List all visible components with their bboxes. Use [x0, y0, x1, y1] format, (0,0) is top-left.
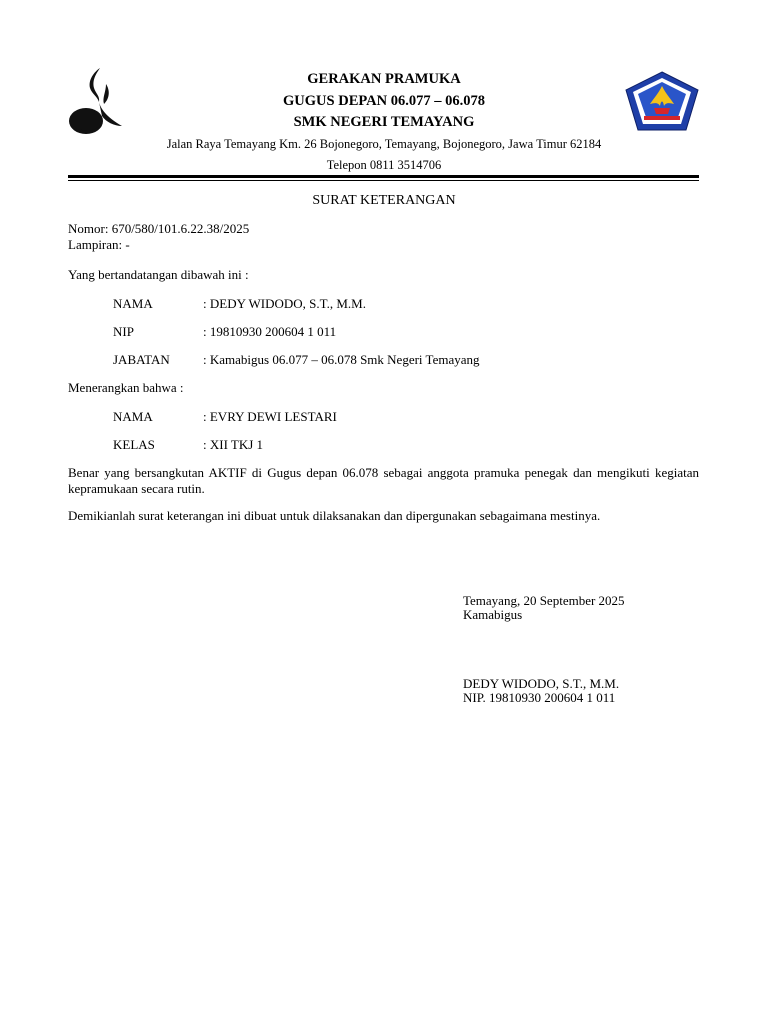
menerangkan-text: Menerangkan bahwa :: [68, 380, 184, 395]
signer-nip-label: NIP: [113, 324, 134, 339]
org-name: GERAKAN PRAMUKA: [307, 71, 461, 87]
student-name-value: : EVRY DEWI LESTARI: [203, 409, 337, 424]
signer-name-label: NAMA: [113, 296, 153, 311]
header-rule-thin: [68, 180, 699, 181]
student-name-label: NAMA: [113, 409, 153, 424]
phone: Telepon 0811 3514706: [326, 158, 442, 172]
student-class-value: : XII TKJ 1: [203, 437, 264, 452]
signature-position: Kamabigus: [463, 607, 523, 622]
intro-text: Yang bertandatangan dibawah ini :: [68, 267, 249, 282]
signature-place-date: Temayang, 20 September 2025: [463, 593, 625, 608]
letter-number: Nomor: 670/580/101.6.22.38/2025: [68, 221, 250, 236]
signer-position-label: JABATAN: [113, 352, 170, 367]
signer-position-value: : Kamabigus 06.077 – 06.078 Smk Negeri Temayang: [203, 352, 480, 367]
address: Jalan Raya Temayang Km. 26 Bojonegoro, Temayang, Bojonegoro, Jawa Timur 62184: [166, 137, 602, 151]
body-paragraph: Benar yang bersangkutan AKTIF di Gugus depan 06.078 sebagai anggota pramuka penegak dan mengikuti kegiatan kepramukaan secara rutin.: [68, 465, 699, 496]
student-class-label: KELAS: [113, 437, 155, 452]
gugus-depan-title: GUGUS DEPAN 06.077 – 06.078: [283, 93, 485, 109]
signer-nip-value: : 19810930 200604 1 011: [203, 324, 337, 339]
signer-name-value: : DEDY WIDODO, S.T., M.M.: [203, 296, 366, 311]
signature-nip: NIP. 19810930 200604 1 011: [463, 690, 616, 705]
header-rule-thick: [68, 175, 699, 178]
signature-name: DEDY WIDODO, S.T., M.M.: [463, 676, 620, 691]
attachment: Lampiran: -: [68, 237, 130, 252]
closing-text: Demikianlah surat keterangan ini dibuat untuk dilaksanakan dan dipergunakan sebagaimana mestinya.: [68, 508, 601, 523]
letter-title: SURAT KETERANGAN: [312, 193, 456, 208]
school-name: SMK NEGERI TEMAYANG: [293, 114, 475, 130]
